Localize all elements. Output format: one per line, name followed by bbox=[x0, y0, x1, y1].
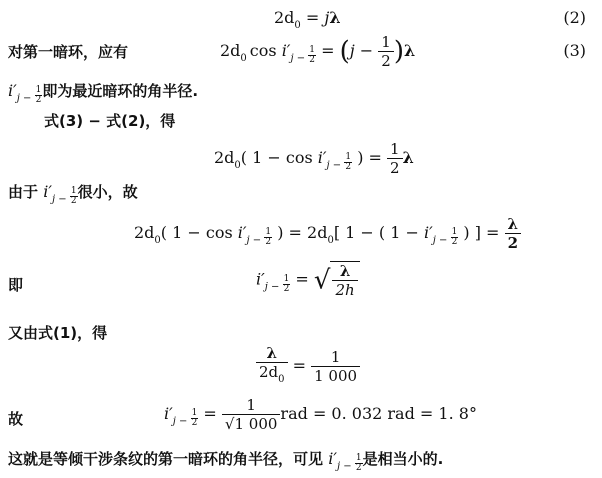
exp-a: 2d bbox=[134, 223, 155, 242]
ratio-num: λ bbox=[256, 344, 288, 363]
diff-lambda: λ bbox=[402, 148, 414, 167]
exp-frac-den: 2 bbox=[507, 234, 519, 252]
diff-lhs: 2d bbox=[214, 148, 235, 167]
final-i: i′ bbox=[328, 449, 337, 468]
small-i: i′ bbox=[43, 182, 52, 201]
final-line bbox=[8, 448, 443, 473]
eq3-paren-close: ) bbox=[393, 36, 404, 67]
result-tail: rad = 0. 032 rad = 1. 8° bbox=[280, 404, 477, 423]
diff-equals: = bbox=[363, 148, 388, 167]
final-text-b: 是相当小的. bbox=[362, 450, 444, 468]
sqrt-eq-i: i′ bbox=[256, 269, 265, 289]
exp-sub-frac-1 bbox=[264, 228, 272, 247]
diff-frac-den: 2 bbox=[390, 159, 400, 177]
eq3-frac bbox=[378, 33, 394, 70]
diff-close: ) bbox=[352, 148, 364, 167]
eq3-j: j − bbox=[349, 41, 379, 60]
exp-d: [ 1 − ( 1 − bbox=[333, 223, 424, 242]
eq3-lhs: 2d bbox=[220, 41, 241, 60]
eq3-cos: cos bbox=[249, 41, 282, 60]
exp-frac bbox=[505, 215, 522, 252]
eq3-sub-j: j − bbox=[290, 53, 309, 64]
exp-sub-frac-1-num: 1 bbox=[265, 227, 272, 237]
def-text: 即为最近暗环的角半径. bbox=[42, 82, 199, 100]
final-sub-frac-den: 2 bbox=[355, 463, 362, 473]
eq3-equals: = bbox=[316, 41, 340, 60]
exp-sub-frac-2-den: 2 bbox=[451, 237, 458, 247]
exp-e: ) ] = bbox=[458, 223, 505, 242]
eq3-paren-open: ( bbox=[339, 36, 350, 67]
result-sub-frac-num: 1 bbox=[191, 408, 198, 418]
first-dark-ring-text: 对第一暗环，应有 bbox=[8, 43, 129, 61]
final-sub-frac bbox=[355, 454, 363, 473]
ratio-left-frac bbox=[256, 344, 288, 389]
small-sub-frac-den: 2 bbox=[70, 196, 77, 206]
equation-2-tag: (2) bbox=[563, 8, 586, 27]
diff-body: ( 1 − cos bbox=[240, 148, 318, 167]
small-text-a: 由于 bbox=[8, 183, 44, 201]
exp-sub-frac-2-num: 1 bbox=[451, 227, 458, 237]
eq3-sub: 0 bbox=[240, 53, 247, 64]
exp-sub-j-2: j − bbox=[432, 235, 451, 246]
diff-frac bbox=[387, 140, 403, 177]
eq2-lambda: λ bbox=[329, 8, 341, 27]
result-equals: = bbox=[198, 404, 222, 423]
sqrt-frac bbox=[332, 262, 357, 299]
ratio-den: 2d bbox=[259, 363, 279, 381]
result-i: i′ bbox=[164, 404, 173, 423]
exp-c: ) = 2d bbox=[272, 223, 328, 242]
small-sub-frac bbox=[70, 187, 78, 206]
ratio-equals: = bbox=[287, 356, 312, 375]
def-sub-frac-den: 2 bbox=[35, 95, 42, 105]
eq3-sub-frac bbox=[308, 46, 316, 65]
sqrt-eq-sub-frac-den: 2 bbox=[283, 283, 290, 294]
result-frac-num: 1 bbox=[222, 396, 281, 415]
sqrt-frac-num: λ bbox=[332, 262, 357, 281]
ratio-den-sub: 0 bbox=[278, 374, 285, 385]
diff-frac-num: 1 bbox=[387, 140, 403, 159]
equation-3 bbox=[220, 33, 415, 70]
final-text-a: 这就是等倾干涉条纹的第一暗环的角半径，可见 bbox=[8, 450, 329, 468]
gu-label: 故 bbox=[8, 410, 24, 428]
diff-sub-frac-den: 2 bbox=[345, 162, 352, 172]
final-sub-j: j − bbox=[336, 461, 355, 472]
eq3-sub-frac-den: 2 bbox=[309, 55, 316, 65]
eq3-frac-den: 2 bbox=[381, 52, 391, 70]
diff-sub: 0 bbox=[234, 160, 241, 171]
sqrt-eq-sub-frac-num: 1 bbox=[283, 273, 290, 284]
equation-sqrt bbox=[256, 261, 360, 299]
equation-ratio bbox=[256, 344, 360, 389]
exp-i2: i′ bbox=[423, 223, 433, 242]
eq3-frac-num: 1 bbox=[378, 33, 394, 52]
result-frac-den: 1 000 bbox=[234, 415, 278, 433]
diff-i: i′ bbox=[317, 148, 327, 167]
eq2-lhs: 2d bbox=[274, 8, 295, 27]
exp-i: i′ bbox=[237, 223, 247, 242]
exp-sub0b: 0 bbox=[327, 235, 334, 246]
small-sub-frac-num: 1 bbox=[70, 186, 77, 196]
definition-line bbox=[8, 80, 198, 105]
subtract-line: 式(3) − 式(2)，得 bbox=[44, 112, 176, 130]
def-i: i′ bbox=[8, 81, 17, 100]
ji-label: 即 bbox=[8, 276, 24, 294]
final-sub-frac-num: 1 bbox=[355, 453, 362, 463]
def-sub-frac-num: 1 bbox=[35, 85, 42, 95]
sqrt-sign: √ $\frac{\lambda}{2h}$ bbox=[314, 261, 360, 299]
equation-2 bbox=[274, 8, 341, 31]
ratio-right-num: 1 bbox=[311, 348, 360, 367]
small-angle-line bbox=[8, 181, 138, 206]
sqrt-eq-sub-j: j − bbox=[264, 281, 283, 293]
eq3-sub-frac-num: 1 bbox=[309, 45, 316, 55]
equation-difference bbox=[214, 140, 414, 177]
eq3-i: i′ bbox=[281, 41, 291, 60]
eq2-mid: = j bbox=[300, 8, 330, 27]
def-sub-j: j − bbox=[16, 93, 35, 104]
small-text-b: 很小，故 bbox=[77, 183, 138, 201]
result-sub-frac-den: 2 bbox=[191, 418, 198, 428]
diff-sub-j: j − bbox=[326, 160, 345, 171]
exp-frac-num: λ bbox=[505, 215, 522, 234]
result-sub-j: j − bbox=[172, 416, 191, 427]
exp-sub-frac-1-den: 2 bbox=[265, 237, 272, 247]
eq2-sub: 0 bbox=[294, 20, 301, 31]
small-sub-j: j − bbox=[51, 194, 70, 205]
diff-sub-frac-num: 1 bbox=[345, 152, 352, 162]
exp-sub-j: j − bbox=[246, 235, 265, 246]
exp-sub0: 0 bbox=[154, 235, 161, 246]
equation-3-tag: (3) bbox=[563, 41, 586, 60]
from-eq1-line: 又由式(1)，得 bbox=[8, 324, 108, 342]
sqrt-eq-equals: = bbox=[290, 269, 314, 289]
ratio-right-den: 1 000 bbox=[314, 367, 358, 385]
equation-result bbox=[164, 396, 477, 433]
exp-b: ( 1 − cos bbox=[160, 223, 238, 242]
ratio-right-frac bbox=[311, 348, 360, 385]
equation-expanded bbox=[134, 215, 521, 252]
eq3-lambda: λ bbox=[404, 41, 416, 60]
result-frac: $\frac{1}{√1 000}$ bbox=[222, 396, 281, 433]
diff-sub-frac bbox=[344, 153, 352, 172]
sqrt-frac-den: 2h bbox=[335, 281, 355, 299]
